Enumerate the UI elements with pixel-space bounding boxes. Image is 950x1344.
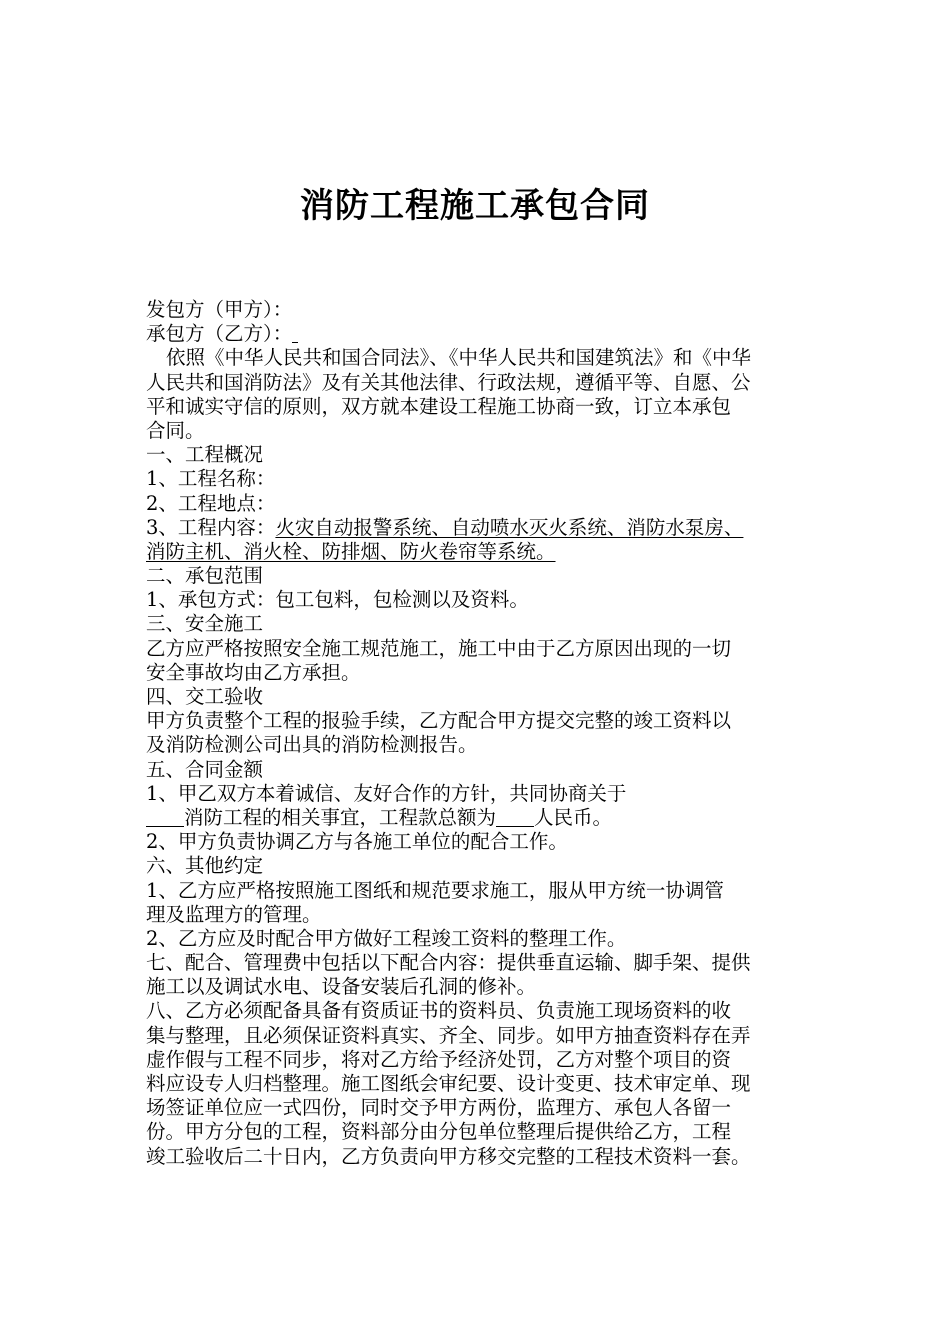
section-8-line-5: 场签证单位应一式四份，同时交予甲方两份，监理方、承包人各留一 xyxy=(146,1096,732,1120)
project-content-line: 3、工程内容：火灾自动报警系统、自动喷水灭火系统、消防水泵房、 xyxy=(146,515,744,539)
section-7-line-2: 施工以及调试水电、设备安装后孔洞的修补。 xyxy=(146,975,537,999)
amount-line-3: 2、甲方负责协调乙方与各施工单位的配合工作。 xyxy=(146,830,568,854)
section-7-line-1: 七、配合、管理费中包括以下配合内容：提供垂直运输、脚手架、提供 xyxy=(146,951,751,975)
project-name-line: 1、工程名称： xyxy=(146,467,276,491)
party-b-line: 承包方（乙方）： xyxy=(146,322,810,346)
section-8-line-3: 虚作假与工程不同步，将对乙方给予经济处罚，乙方对整个项目的资 xyxy=(146,1047,732,1071)
section-2-heading: 二、承包范围 xyxy=(146,564,264,588)
amount-blank xyxy=(496,808,534,827)
contract-mode-line: 1、承包方式：包工包料，包检测以及资料。 xyxy=(146,588,529,612)
section-8-line-1: 八、乙方必须配备具备有资质证书的资料员、负责施工现场资料的收 xyxy=(146,999,732,1023)
preamble-line-1: 依照《中华人民共和国合同法》、《中华人民共和国建筑法》和《中华 xyxy=(166,346,752,370)
other-line-3: 2、乙方应及时配合甲方做好工程竣工资料的整理工作。 xyxy=(146,926,627,950)
section-8-line-6: 份。甲方分包的工程，资料部分由分包单位整理后提供给乙方，工程 xyxy=(146,1120,732,1144)
section-3-heading: 三、安全施工 xyxy=(146,612,264,636)
acceptance-line-2: 及消防检测公司出具的消防检测报告。 xyxy=(146,733,478,757)
section-6-heading: 六、其他约定 xyxy=(146,854,264,878)
project-content-line-2 xyxy=(146,540,810,564)
other-line-2: 理及监理方的管理。 xyxy=(146,902,322,926)
other-line-1: 1、乙方应严格按照施工图纸和规范要求施工，服从甲方统一协调管 xyxy=(146,878,724,902)
safety-line-2: 安全事故均由乙方承担。 xyxy=(146,660,361,684)
preamble-line-3: 平和诚实守信的原则，双方就本建设工程施工协商一致，订立本承包 xyxy=(146,394,732,418)
project-location-line: 2、工程地点： xyxy=(146,491,276,515)
section-8-line-4: 料应设专人归档整理。施工图纸会审纪要、设计变更、技术审定单、现 xyxy=(146,1072,751,1095)
document-title: 消防工程施工承包合同 xyxy=(300,186,650,226)
section-4-heading: 四、交工验收 xyxy=(146,685,264,708)
section-5-heading: 五、合同金额 xyxy=(146,757,264,781)
party-b-blank xyxy=(292,324,298,343)
project-content-value-1: 火灾自动报警系统、自动喷水灭火系统、消防水泵房、 xyxy=(275,515,744,539)
section-1-heading: 一、工程概况 xyxy=(146,443,264,467)
party-a-line: 发包方（甲方）： xyxy=(146,298,293,321)
project-name-blank xyxy=(146,808,184,827)
section-8-line-2: 集与整理，且必须保证资料真实、齐全、同步。如甲方抽查资料存在弄 xyxy=(146,1023,751,1047)
project-content-value-2: 消防主机、消火栓、防排烟、防火卷帘等系统。 xyxy=(146,539,556,563)
amount-line-1: 1、甲乙双方本着诚信、友好合作的方针，共同协商关于 xyxy=(146,781,627,805)
acceptance-line-1: 甲方负责整个工程的报验手续，乙方配合甲方提交完整的竣工资料以 xyxy=(146,709,732,733)
preamble-line-4: 合同。 xyxy=(146,418,205,442)
preamble-line-2: 人民共和国消防法》及有关其他法律、行政法规，遵循平等、自愿、公 xyxy=(146,370,751,394)
contract-body xyxy=(146,298,810,1169)
section-8-line-7: 竣工验收后二十日内，乙方负责向甲方移交完整的工程技术资料一套。 xyxy=(146,1144,751,1168)
amount-line-2: 消防工程的相关事宜，工程款总额为 人民币。 xyxy=(146,806,810,830)
safety-line-1: 乙方应严格按照安全施工规范施工，施工中由于乙方原因出现的一切 xyxy=(146,636,732,660)
